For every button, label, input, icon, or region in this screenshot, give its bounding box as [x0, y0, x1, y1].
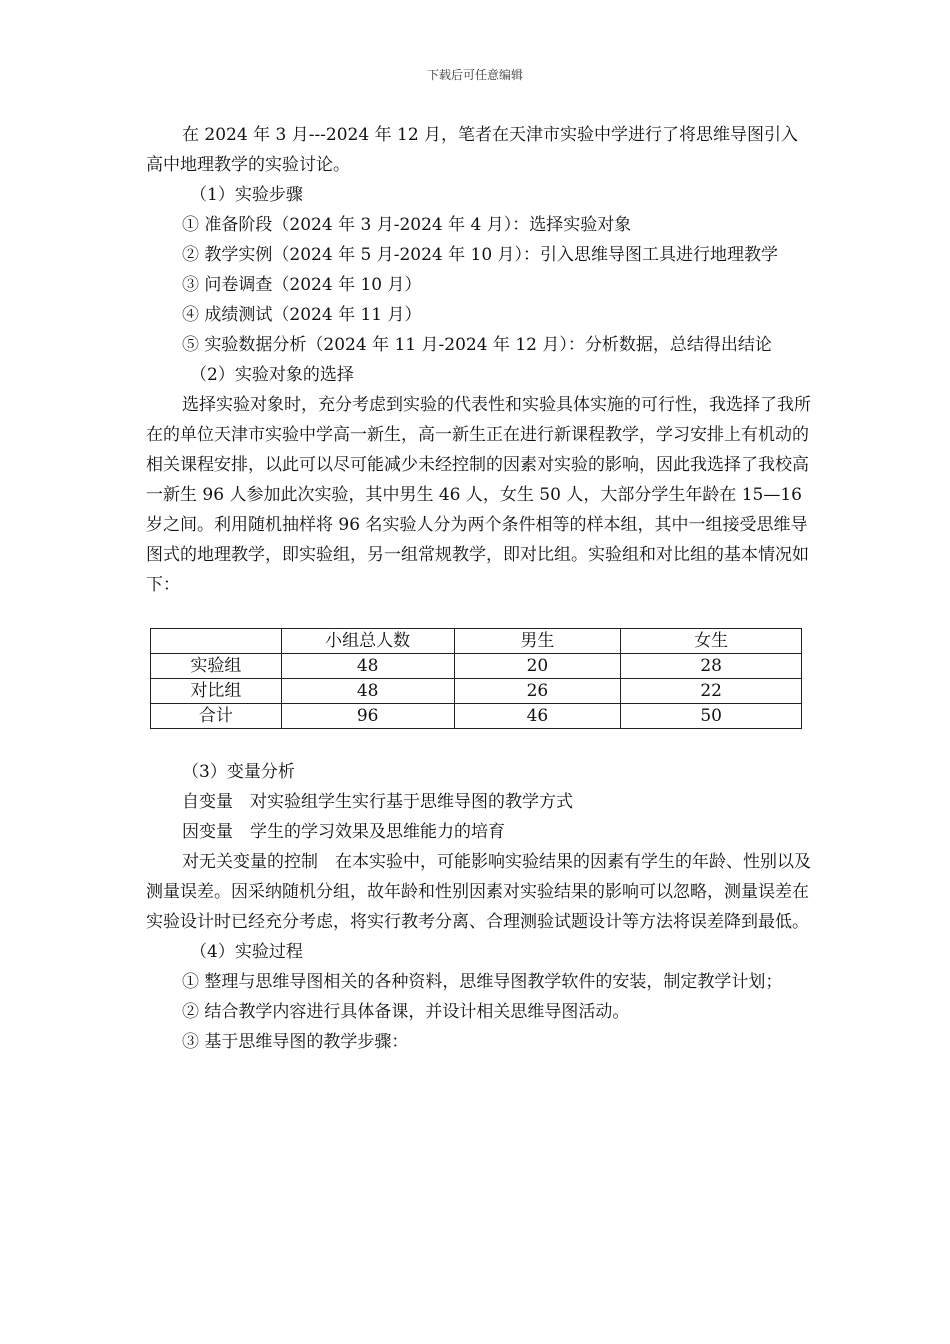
page-header: 下载后可任意编辑 [426, 68, 523, 82]
section-heading-process: （4）实验过程 [190, 942, 303, 962]
step-item: ⑤ 实验数据分析（2024 年 11 月-2024 年 12 月）：分析数据，总结得出结论 [182, 335, 772, 355]
process-item: ① 整理与思维导图相关的各种资料，思维导图教学软件的安装，制定教学计划； [182, 972, 783, 992]
step-item: ④ 成绩测试（2024 年 11 月） [182, 305, 422, 325]
variable-item: 因变量 学生的学习效果及思维能力的培育 [182, 822, 505, 842]
table-cell: 28 [621, 654, 802, 679]
table-cell: 22 [621, 679, 802, 704]
process-item: ② 结合教学内容进行具体备课，并设计相关思维导图活动。 [182, 1002, 630, 1022]
table-cell: 对比组 [151, 679, 282, 704]
table-cell: 96 [281, 704, 454, 729]
table-header-cell: 小组总人数 [281, 629, 454, 654]
table-row [151, 704, 802, 729]
paragraphs-top [146, 120, 812, 600]
table-cell: 46 [454, 704, 621, 729]
section-heading-subjects: （2）实验对象的选择 [190, 365, 354, 385]
step-item: ③ 问卷调查（2024 年 10 月） [182, 275, 422, 295]
table-header-cell: 女生 [621, 629, 802, 654]
intro-paragraph: 在 2024 年 3 月---2024 年 12 月，笔者在天津市实验中学进行了将思维导图引入高中地理教学的实验讨论。 [146, 125, 799, 175]
section-heading-variables: （3）变量分析 [182, 762, 295, 782]
table-cell: 48 [281, 679, 454, 704]
group-table-wrapper [150, 628, 812, 729]
table-cell: 20 [454, 654, 621, 679]
group-table [150, 628, 802, 729]
table-cell: 48 [281, 654, 454, 679]
table-row [151, 679, 802, 704]
variable-control-paragraph: 对无关变量的控制 在本实验中，可能影响实验结果的因素有学生的年龄、性别以及测量误差。因采纳随机分组，故年龄和性别因素对实验结果的影响可以忽略，测量误差在实验设计时已经充分考虑，将实行教考分离、合理测验试题设计等方法将误差降到最低。 [146, 852, 811, 932]
table-row [151, 654, 802, 679]
table-cell: 26 [454, 679, 621, 704]
paragraphs-bottom [146, 757, 812, 1057]
document-body [146, 120, 812, 1057]
table-cell: 合计 [151, 704, 282, 729]
subjects-paragraph: 选择实验对象时，充分考虑到实验的代表性和实验具体实施的可行性，我选择了我所在的单位天津市实验中学高一新生，高一新生正在进行新课程教学，学习安排上有机动的相关课程安排，以此可以尽可能减少未经控制的因素对实验的影响，因此我选择了我校高一新生 96 人参加此次实验，其中男生 46 人，女生 50 人，大部分学生年龄在 15—16 岁之间。利用随机抽样将 96 名实验人分为两个条件相等的样本组，其中一组接受思维导图式的地理教学，即实验组，另一组常规教学，即对比组。实验组和对比组的基本情况如下： [146, 395, 811, 595]
table-header-cell: 男生 [454, 629, 621, 654]
step-item: ② 教学实例（2024 年 5 月-2024 年 10 月）：引入思维导图工具进行地理教学 [182, 245, 779, 265]
process-item: ③ 基于思维导图的教学步骤： [182, 1032, 409, 1052]
table-header-cell [151, 629, 282, 654]
step-item: ① 准备阶段（2024 年 3 月-2024 年 4 月）：选择实验对象 [182, 215, 632, 235]
table-cell: 50 [621, 704, 802, 729]
table-header-row [151, 629, 802, 654]
variable-item: 自变量 对实验组学生实行基于思维导图的教学方式 [182, 792, 573, 812]
table-cell: 实验组 [151, 654, 282, 679]
section-heading-steps: （1）实验步骤 [190, 185, 303, 205]
